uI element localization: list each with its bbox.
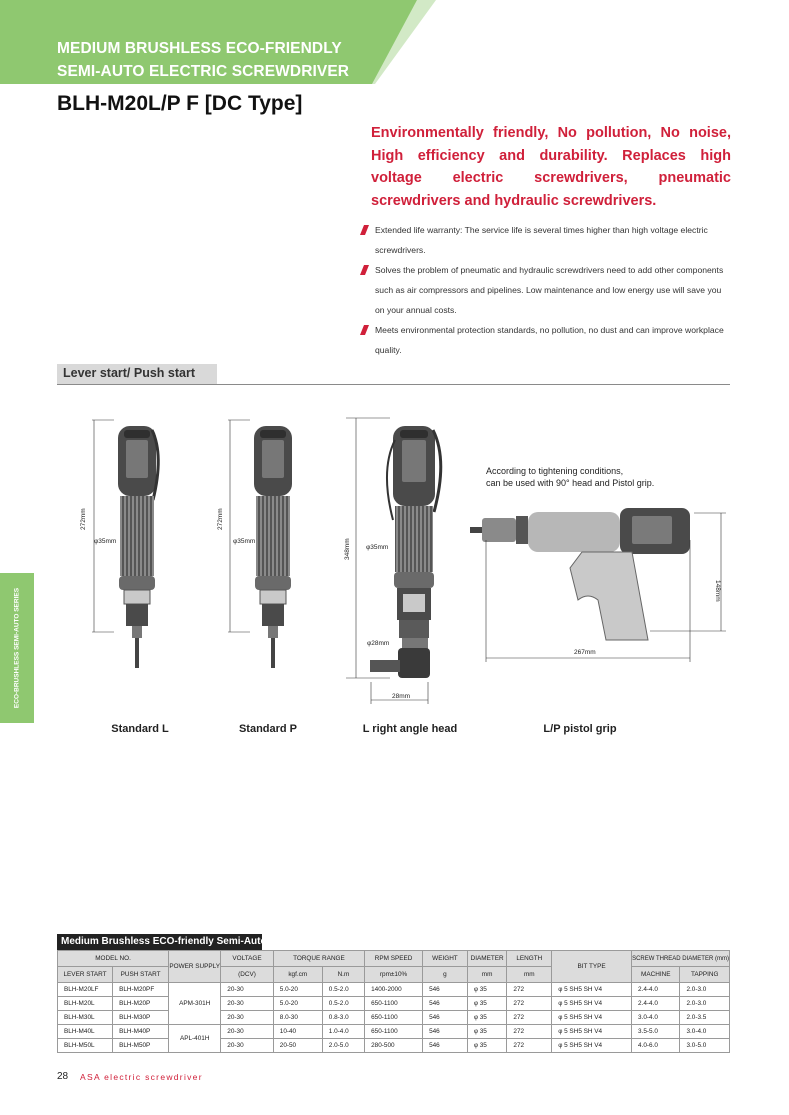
dim-label: 348mm [344,538,351,560]
cell-diameter: φ 35 [467,1039,507,1053]
cell-bit: φ 5 SH5 SH V4 [552,1011,632,1025]
th-torque-nm: N.m [322,967,364,983]
dim-label: φ35mm [366,544,389,551]
cell-machine: 2.4-4.0 [632,997,680,1011]
table-title: Medium Brushless ECO-friendly Semi-Auto [61,936,267,947]
table-row [58,997,730,1011]
cell-tapping: 2.0-3.0 [680,983,730,997]
cell-machine: 3.5-5.0 [632,1025,680,1039]
dim-label: φ35mm [94,538,117,545]
th-machine: MACHINE [632,967,680,983]
header-line-1: MEDIUM BRUSHLESS ECO-FRIENDLY [57,40,342,57]
table-row [58,983,730,997]
cell-voltage: 20-30 [221,1025,273,1039]
pistol-note [486,465,654,489]
cell-tapping: 3.0-5.0 [680,1039,730,1053]
cell-bit: φ 5 SH5 SH V4 [552,983,632,997]
header-line-2: SEMI-AUTO ELECTRIC SCREWDRIVER [57,63,350,80]
cell-rpm: 650-1100 [365,997,423,1011]
th-voltage: VOLTAGE [221,951,273,967]
slash-bullet-icon [360,225,369,235]
cell-machine: 2.4-4.0 [632,983,680,997]
cell-rpm: 1400-2000 [365,983,423,997]
dim-label: 148mm [714,580,721,602]
cell-diameter: φ 35 [467,983,507,997]
th-weight-unit: g [423,967,468,983]
cell-length: 272 [507,983,552,997]
cell-weight: 546 [423,1011,468,1025]
cell-diameter: φ 35 [467,1025,507,1039]
feature-item [360,220,730,260]
right-angle-drawing [344,418,441,704]
cell-diameter: φ 35 [467,1011,507,1025]
cell-kgf: 5.0-20 [273,997,322,1011]
section-title: Lever start/ Push start [63,366,195,380]
th-voltage-unit: (DCV) [221,967,273,983]
th-diameter-unit: mm [467,967,507,983]
spec-table [57,950,730,1053]
table-row [58,1039,730,1053]
dim-label: 272mm [217,508,224,530]
cell-rpm: 650-1100 [365,1011,423,1025]
cell-voltage: 20-30 [221,983,273,997]
cell-bit: φ 5 SH5 SH V4 [552,997,632,1011]
th-length-unit: mm [507,967,552,983]
cell-weight: 546 [423,983,468,997]
dim-label: φ28mm [367,640,390,647]
feature-item [360,260,730,320]
cell-voltage: 20-30 [221,1039,273,1053]
caption-standard-l: Standard L [111,723,169,735]
th-length: LENGTH [507,951,552,967]
th-torque-range: TORQUE RANGE [273,951,364,967]
cell-weight: 546 [423,997,468,1011]
feature-item [360,320,730,360]
cell-voltage: 20-30 [221,1011,273,1025]
footer-brand: ASA electric screwdriver [80,1072,203,1082]
table-row [58,1011,730,1025]
slash-bullet-icon [360,325,369,335]
dim-label: 28mm [392,693,411,700]
th-rpm-unit: rpm±10% [365,967,423,983]
cell-push: BLH-M40P [113,1025,169,1039]
cell-kgf: 20-50 [273,1039,322,1053]
th-torque-kgf: kgf.cm [273,967,322,983]
cell-machine: 4.0-6.0 [632,1039,680,1053]
cell-length: 272 [507,997,552,1011]
cell-nm: 0.8-3.0 [322,1011,364,1025]
cell-kgf: 8.0-30 [273,1011,322,1025]
page-title: BLH-M20L/P F [DC Type] [57,92,303,115]
feature-text: Meets environmental protection standards, no pollution, no dust and can improve workplace quality. [375,325,724,355]
cell-machine: 3.0-4.0 [632,1011,680,1025]
product-drawings [0,395,789,715]
cell-power-supply: APL-401H [169,1025,221,1053]
feature-text: Extended life warranty: The service life is several times higher than high voltage electric screwdrivers. [375,225,708,255]
table-header-row [58,951,730,967]
cell-push: BLH-M20PF [113,983,169,997]
th-tapping: TAPPING [680,967,730,983]
cell-nm: 2.0-5.0 [322,1039,364,1053]
cell-lever: BLH-M20LF [58,983,113,997]
cell-tapping: 2.0-3.5 [680,1011,730,1025]
section-divider [57,384,730,385]
th-rpm-speed: RPM SPEED [365,951,423,967]
caption-pistol-grip: L/P pistol grip [543,723,617,735]
cell-lever: BLH-M40L [58,1025,113,1039]
th-lever-start: LEVER START [58,967,113,983]
cell-voltage: 20-30 [221,997,273,1011]
cell-push: BLH-M50P [113,1039,169,1053]
th-power-supply: POWER SUPPLY [169,951,221,983]
cell-length: 272 [507,1025,552,1039]
th-screw-thread: SCREW THREAD DIAMETER (mm) [632,951,730,967]
cell-lever: BLH-M20L [58,997,113,1011]
cell-weight: 546 [423,1039,468,1053]
cell-power-supply: APM-301H [169,983,221,1025]
cell-tapping: 3.0-4.0 [680,1025,730,1039]
cell-lever: BLH-M50L [58,1039,113,1053]
pistol-note-line: can be used with 90° head and Pistol grip. [486,478,655,488]
cell-bit: φ 5 SH5 SH V4 [552,1025,632,1039]
slash-bullet-icon [360,265,369,275]
cell-bit: φ 5 SH5 SH V4 [552,1039,632,1053]
cell-lever: BLH-M30L [58,1011,113,1025]
headline: Environmentally friendly, No pollution, No noise, High efficiency and durability. Replaces high voltage electric screwdrivers, pneumatic screwdrivers and hydraulic screwdrivers. [371,125,731,209]
th-push-start: PUSH START [113,967,169,983]
pistol-grip-drawing [470,508,726,662]
cell-nm: 0.5-2.0 [322,997,364,1011]
cell-length: 272 [507,1039,552,1053]
caption-standard-p: Standard P [238,723,298,735]
cell-nm: 1.0-4.0 [322,1025,364,1039]
cell-weight: 546 [423,1025,468,1039]
cell-push: BLH-M20P [113,997,169,1011]
caption-right-angle: L right angle head [362,723,458,735]
cell-nm: 0.5-2.0 [322,983,364,997]
standard-p-drawing [217,420,292,668]
pistol-note-line: According to tightening conditions, [486,466,624,476]
dim-label: 267mm [574,649,596,656]
cell-rpm: 650-1100 [365,1025,423,1039]
dim-label: φ35mm [233,538,256,545]
standard-l-drawing [80,420,158,668]
cell-tapping: 2.0-3.0 [680,997,730,1011]
cell-length: 272 [507,1011,552,1025]
th-model-no: MODEL NO. [58,951,169,967]
th-diameter: DIAMETER [467,951,507,967]
th-bit-type: BIT TYPE [552,951,632,983]
side-tab-label: ECO-BRUSHLESS SEMI-AUTO SERIES [13,587,21,709]
dim-label: 272mm [80,508,87,530]
feature-text: Solves the problem of pneumatic and hydraulic screwdrivers need to add other components such as air compressors and pipelines. Low maintenance and low energy use will save you on your annual costs. [375,265,724,315]
table-row [58,1025,730,1039]
cell-diameter: φ 35 [467,997,507,1011]
cell-push: BLH-M30P [113,1011,169,1025]
cell-kgf: 5.0-20 [273,983,322,997]
cell-rpm: 280-500 [365,1039,423,1053]
th-weight: WEIGHT [423,951,468,967]
page-number: 28 [57,1071,69,1082]
cell-kgf: 10-40 [273,1025,322,1039]
